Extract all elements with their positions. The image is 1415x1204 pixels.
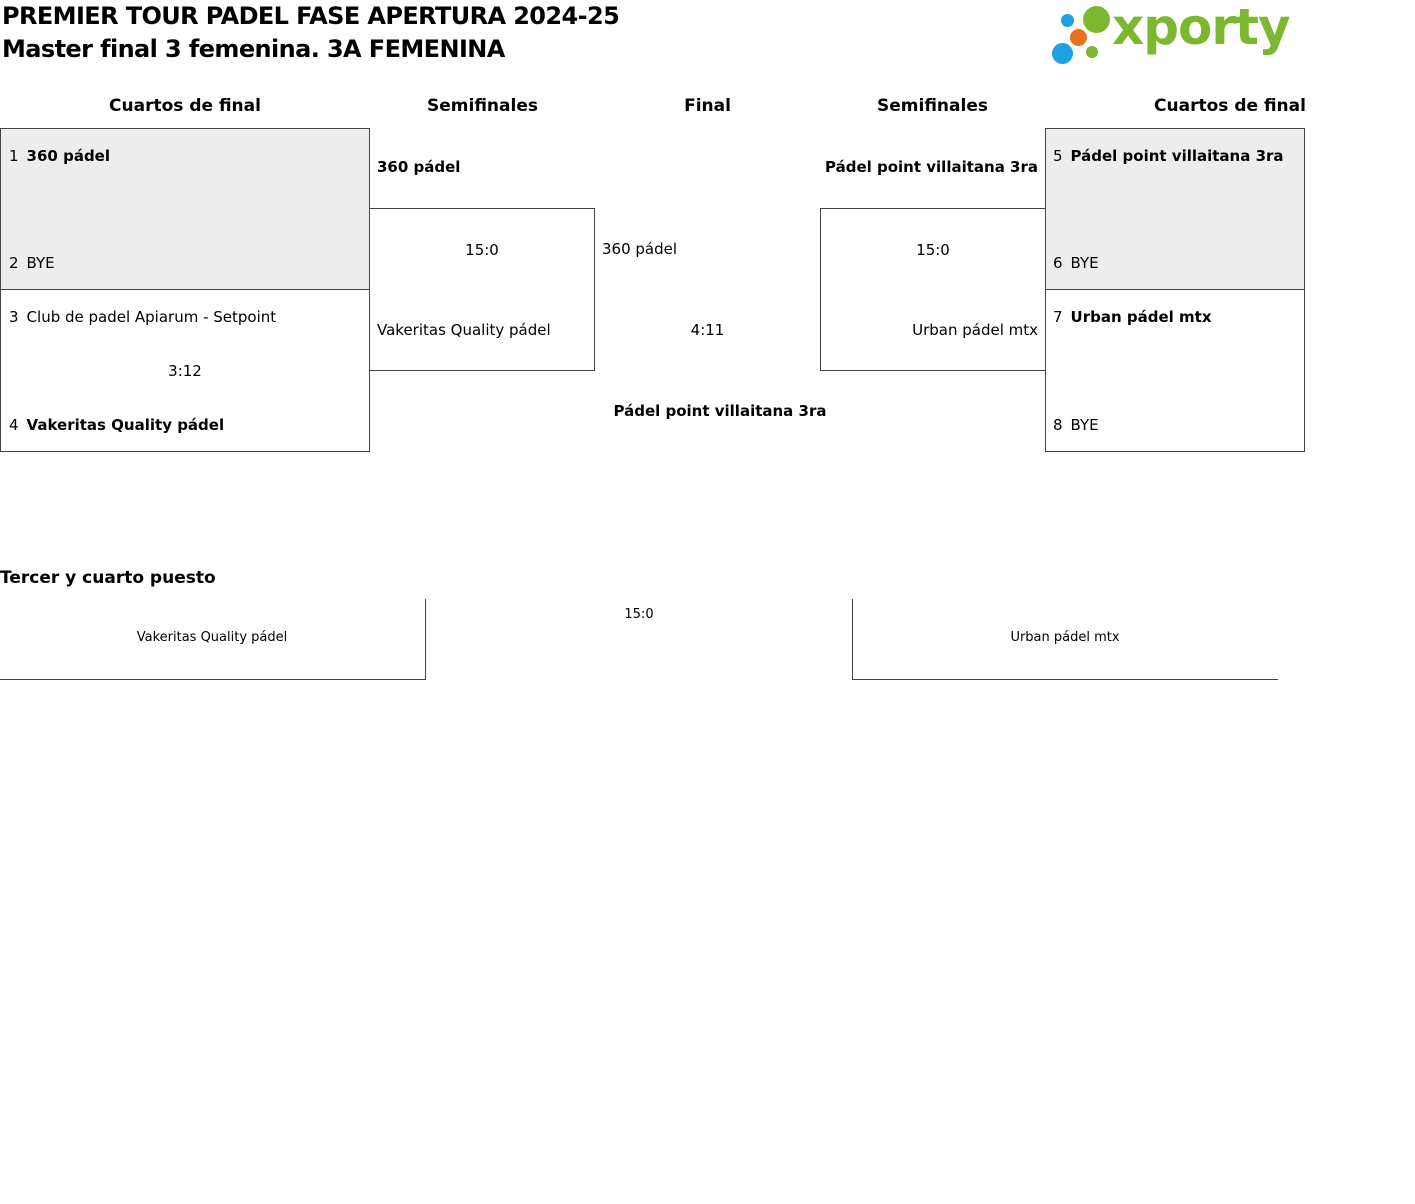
seed-number: 6 bbox=[1053, 254, 1063, 272]
logo-dot-icon bbox=[1083, 6, 1110, 33]
team-name: Urban pádel mtx bbox=[912, 321, 1038, 339]
match-box-left-semi[interactable] bbox=[369, 208, 595, 371]
team-slot bbox=[9, 147, 110, 165]
logo-dot-icon bbox=[1052, 43, 1073, 64]
team-slot bbox=[9, 254, 55, 272]
round-header-left-quarters: Cuartos de final bbox=[109, 96, 261, 116]
team-name: BYE bbox=[1070, 254, 1099, 272]
team-name: Vakeritas Quality pádel bbox=[377, 321, 551, 339]
logo-dot-icon bbox=[1061, 14, 1074, 27]
team-name: BYE bbox=[26, 254, 55, 272]
third-place-heading: Tercer y cuarto puesto bbox=[0, 568, 216, 588]
third-place-slot-left[interactable] bbox=[0, 599, 426, 680]
team-slot bbox=[1053, 254, 1099, 272]
seed-number: 2 bbox=[9, 254, 19, 272]
team-name: Vakeritas Quality pádel bbox=[26, 416, 225, 434]
team-slot bbox=[9, 308, 276, 326]
team-slot bbox=[1053, 308, 1212, 326]
match-box-right-qf2[interactable] bbox=[1045, 289, 1305, 452]
match-box-right-semi[interactable] bbox=[820, 208, 1046, 371]
third-place-slot-right[interactable] bbox=[852, 599, 1278, 680]
team-name: Pádel point villaitana 3ra bbox=[1070, 147, 1284, 165]
team-name: Vakeritas Quality pádel bbox=[136, 630, 288, 645]
team-name: 360 pádel bbox=[26, 147, 110, 165]
seed-number: 1 bbox=[9, 147, 19, 165]
match-score: 15:0 bbox=[465, 241, 499, 259]
team-name: Urban pádel mtx bbox=[1010, 630, 1120, 645]
team-name: Club de padel Apiarum - Setpoint bbox=[26, 308, 277, 326]
logo-dot-icon bbox=[1070, 29, 1087, 46]
round-header-right-semis: Semifinales bbox=[877, 96, 988, 116]
match-box-left-qf1[interactable] bbox=[0, 128, 370, 290]
final-score: 4:11 bbox=[690, 321, 725, 339]
round-header-right-quarters: Cuartos de final bbox=[1154, 96, 1306, 116]
seed-number: 3 bbox=[9, 308, 19, 326]
round-header-left-semis: Semifinales bbox=[427, 96, 538, 116]
seed-number: 5 bbox=[1053, 147, 1063, 165]
logo-dot-icon bbox=[1086, 46, 1098, 58]
page-title: PREMIER TOUR PADEL FASE APERTURA 2024-25 bbox=[2, 2, 620, 30]
page-subtitle: Master final 3 femenina. 3A FEMENINA bbox=[2, 35, 505, 63]
match-score: 15:0 bbox=[916, 241, 950, 259]
xporty-logo bbox=[1050, 0, 1290, 66]
team-name: Urban pádel mtx bbox=[1070, 308, 1212, 326]
final-winner: Pádel point villaitana 3ra bbox=[613, 402, 827, 420]
seed-number: 4 bbox=[9, 416, 19, 434]
team-slot bbox=[9, 416, 224, 434]
team-slot bbox=[1053, 147, 1284, 165]
team-name: BYE bbox=[1070, 416, 1099, 434]
match-box-left-qf2[interactable] bbox=[0, 289, 370, 452]
round-header-final: Final bbox=[684, 96, 731, 116]
match-score: 3:12 bbox=[168, 362, 202, 380]
team-slot bbox=[1053, 416, 1099, 434]
semi-team-top: Pádel point villaitana 3ra bbox=[825, 158, 1038, 176]
semi-team-top: 360 pádel bbox=[377, 158, 461, 176]
logo-wordmark: xporty bbox=[1112, 0, 1290, 56]
third-place-score: 15:0 bbox=[624, 607, 654, 622]
match-box-right-qf1[interactable] bbox=[1045, 128, 1305, 290]
seed-number: 8 bbox=[1053, 416, 1063, 434]
seed-number: 7 bbox=[1053, 308, 1063, 326]
final-team-top: 360 pádel bbox=[602, 240, 678, 258]
